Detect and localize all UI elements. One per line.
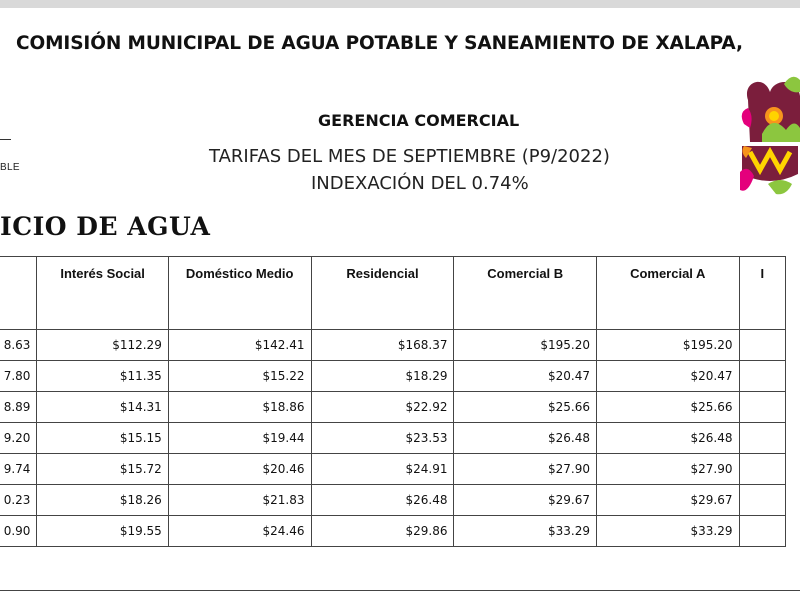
left-logo-text-fragment: BLE — [0, 162, 20, 173]
organization-title: COMISIÓN MUNICIPAL DE AGUA POTABLE Y SANEAMIENTO DE XALAPA, — [16, 33, 743, 54]
table-cell: $18.29 — [311, 361, 454, 392]
table-cell: $195.20 — [597, 330, 740, 361]
table-cell: 8.63 — [0, 330, 37, 361]
table-cell: $18.26 — [37, 485, 168, 516]
table-cell: $195.20 — [454, 330, 597, 361]
table-cell: 9.74 — [0, 454, 37, 485]
department-title: GERENCIA COMERCIAL — [318, 111, 520, 130]
column-header-cut: I — [739, 257, 785, 330]
table-row — [0, 516, 786, 547]
table-cell: $20.47 — [454, 361, 597, 392]
table-cell: $24.46 — [168, 516, 311, 547]
table-cell — [739, 454, 785, 485]
table-cell: $112.29 — [37, 330, 168, 361]
table-cell: $142.41 — [168, 330, 311, 361]
table-cell — [739, 361, 785, 392]
table-cell: 9.20 — [0, 423, 37, 454]
table-cell: $22.92 — [311, 392, 454, 423]
indexation-subtitle: INDEXACIÓN DEL 0.74% — [311, 173, 529, 194]
table-cell: $11.35 — [37, 361, 168, 392]
table-cell — [739, 485, 785, 516]
column-header-comercial-b: Comercial B — [454, 257, 597, 330]
table-cell: $26.48 — [454, 423, 597, 454]
table-cell: $25.66 — [597, 392, 740, 423]
table-cell: 8.89 — [0, 392, 37, 423]
table-cell: $27.90 — [597, 454, 740, 485]
table-cell: 7.80 — [0, 361, 37, 392]
table-cell: $21.83 — [168, 485, 311, 516]
table-row — [0, 454, 786, 485]
table-cell: $26.48 — [597, 423, 740, 454]
table-cell — [739, 423, 785, 454]
table-cell: $26.48 — [311, 485, 454, 516]
table-cell: $24.91 — [311, 454, 454, 485]
table-cell: $20.46 — [168, 454, 311, 485]
table-cell: $29.67 — [597, 485, 740, 516]
table-cell: $15.15 — [37, 423, 168, 454]
table-cell: 0.23 — [0, 485, 37, 516]
table-cell: $15.72 — [37, 454, 168, 485]
table-cell: $19.44 — [168, 423, 311, 454]
column-header-interes-social: Interés Social — [37, 257, 168, 330]
table-cell: $19.55 — [37, 516, 168, 547]
tariff-period-subtitle: TARIFAS DEL MES DE SEPTIEMBRE (P9/2022) — [209, 146, 610, 167]
table-cell: $168.37 — [311, 330, 454, 361]
column-header-domestico-medio: Doméstico Medio — [168, 257, 311, 330]
table-cell: $18.86 — [168, 392, 311, 423]
table-cell — [739, 330, 785, 361]
municipal-emblem-logo — [740, 72, 800, 198]
bottom-border-line — [0, 590, 800, 591]
table-row — [0, 330, 786, 361]
table-cell: $33.29 — [597, 516, 740, 547]
table-cell: $15.22 — [168, 361, 311, 392]
top-gray-strip — [0, 0, 800, 8]
column-header — [0, 257, 37, 330]
tariff-table — [0, 256, 786, 547]
table-row — [0, 423, 786, 454]
table-cell: $29.86 — [311, 516, 454, 547]
table-row — [0, 361, 786, 392]
table-header-row — [0, 257, 786, 330]
table-cell: $29.67 — [454, 485, 597, 516]
table-cell: $23.53 — [311, 423, 454, 454]
table-cell — [739, 392, 785, 423]
column-header-residencial: Residencial — [311, 257, 454, 330]
table-row — [0, 392, 786, 423]
table-row — [0, 485, 786, 516]
column-header-comercial-a: Comercial A — [597, 257, 740, 330]
left-logo-divider — [0, 139, 11, 140]
table-cell: $14.31 — [37, 392, 168, 423]
table-cell: 0.90 — [0, 516, 37, 547]
table-cell: $27.90 — [454, 454, 597, 485]
table-cell: $25.66 — [454, 392, 597, 423]
section-title: ICIO DE AGUA — [0, 212, 211, 241]
table-cell: $33.29 — [454, 516, 597, 547]
table-cell — [739, 516, 785, 547]
table-cell: $20.47 — [597, 361, 740, 392]
